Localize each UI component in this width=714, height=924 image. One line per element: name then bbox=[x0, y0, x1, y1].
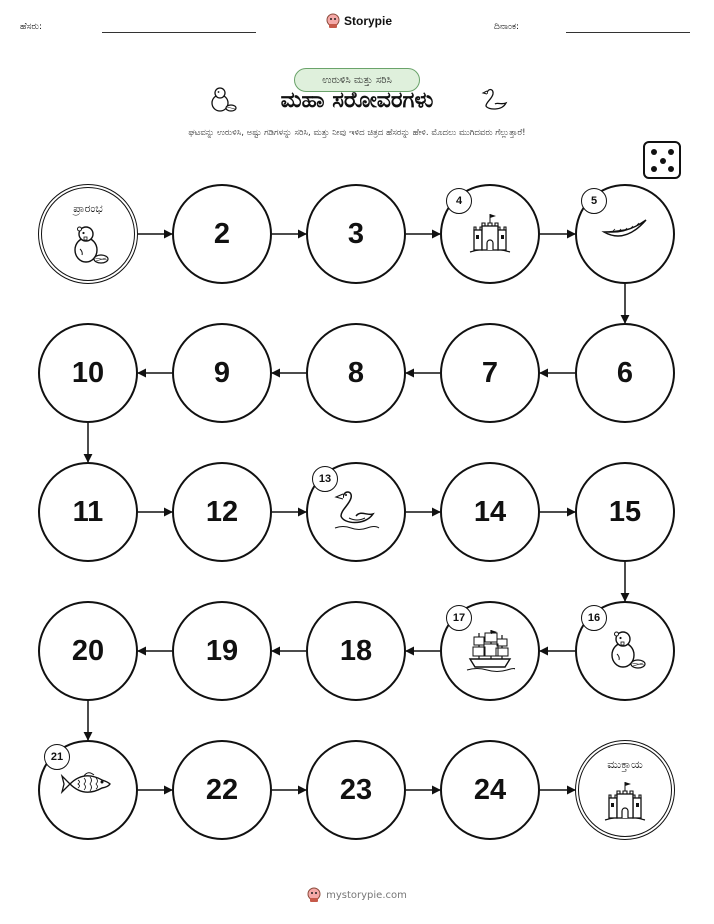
board-space-4 bbox=[440, 184, 540, 284]
board-space-21 bbox=[38, 740, 138, 840]
finish-space bbox=[575, 740, 675, 840]
space-number: 3 bbox=[347, 217, 365, 250]
space-number: 15 bbox=[608, 495, 642, 528]
board-space-24 bbox=[440, 740, 540, 840]
board-space-9 bbox=[172, 323, 272, 423]
space-number: 18 bbox=[339, 634, 373, 667]
beaver-icon bbox=[603, 627, 647, 675]
board-space-8 bbox=[306, 323, 406, 423]
instructions: ಘಟವನ್ನು ಉರುಳಿಸಿ, ಅಷ್ಟು ಗಡಿಗಳನ್ನು ಸರಿಸಿ, ಮತ್ತು ನೀವು ಇಳಿದ ಚಿತ್ರದ ಹೆಸರನ್ನು ಹೇಳಿ. ಮೊದಲು ಮುಗಿದವರು ಗೆಲ್ಲುತ್ತಾರೆ! bbox=[188, 128, 526, 138]
space-number: 10 bbox=[71, 356, 105, 389]
board-space-16 bbox=[575, 601, 675, 701]
space-number: 6 bbox=[616, 356, 634, 389]
board-space-6 bbox=[575, 323, 675, 423]
activity-tag: ಉರುಳಿಸಿ ಮತ್ತು ಸರಿಸಿ bbox=[294, 68, 420, 92]
page-title: ಮಹಾ ಸರೋವರಗಳು bbox=[280, 88, 434, 113]
storypie-mascot-icon bbox=[307, 887, 321, 903]
board-space-15 bbox=[575, 462, 675, 562]
space-number: 22 bbox=[205, 773, 239, 806]
board-space-20 bbox=[38, 601, 138, 701]
canoe-icon bbox=[601, 210, 649, 248]
fish-icon bbox=[60, 766, 116, 806]
board-space-12 bbox=[172, 462, 272, 562]
space-number: 19 bbox=[205, 634, 239, 667]
start-space bbox=[38, 184, 138, 284]
space-number: 8 bbox=[347, 356, 365, 389]
space-number: 14 bbox=[473, 495, 507, 528]
finish-label: ಮುಕ್ತಾಯ bbox=[607, 758, 643, 771]
ship-icon bbox=[465, 627, 515, 677]
space-number: 7 bbox=[481, 356, 499, 389]
space-number-badge: 16 bbox=[581, 605, 607, 631]
space-number: 20 bbox=[71, 634, 105, 667]
board-space-17 bbox=[440, 601, 540, 701]
board-space-5 bbox=[575, 184, 675, 284]
board-space-3 bbox=[306, 184, 406, 284]
start-label: ಪ್ರಾರಂಭ bbox=[73, 202, 103, 215]
board-space-19 bbox=[172, 601, 272, 701]
date-label: ದಿನಾಂಕ: bbox=[494, 22, 520, 32]
board-space-2 bbox=[172, 184, 272, 284]
brand-name: Storypie bbox=[344, 14, 393, 28]
board-space-14 bbox=[440, 462, 540, 562]
castle-icon bbox=[466, 210, 514, 260]
beaver-icon bbox=[66, 222, 110, 270]
swan-icon bbox=[329, 488, 383, 538]
footer bbox=[0, 887, 714, 903]
space-number-badge: 21 bbox=[44, 744, 70, 770]
castle-icon bbox=[601, 778, 649, 828]
space-number-badge: 4 bbox=[446, 188, 472, 214]
space-number: 23 bbox=[339, 773, 373, 806]
space-number-badge: 17 bbox=[446, 605, 472, 631]
space-number: 11 bbox=[72, 495, 104, 528]
space-number: 2 bbox=[213, 217, 231, 250]
board-space-22 bbox=[172, 740, 272, 840]
board-space-23 bbox=[306, 740, 406, 840]
space-number: 9 bbox=[213, 356, 231, 389]
board-space-7 bbox=[440, 323, 540, 423]
space-number-badge: 13 bbox=[312, 466, 338, 492]
space-number: 12 bbox=[205, 495, 239, 528]
name-label: ಹೆಸರು: bbox=[20, 22, 43, 32]
space-number: 24 bbox=[473, 773, 507, 806]
board-space-10 bbox=[38, 323, 138, 423]
board-space-18 bbox=[306, 601, 406, 701]
board-space-13 bbox=[306, 462, 406, 562]
space-number-badge: 5 bbox=[581, 188, 607, 214]
footer-url[interactable]: mystorypie.com bbox=[326, 889, 407, 901]
board-space-11 bbox=[38, 462, 138, 562]
